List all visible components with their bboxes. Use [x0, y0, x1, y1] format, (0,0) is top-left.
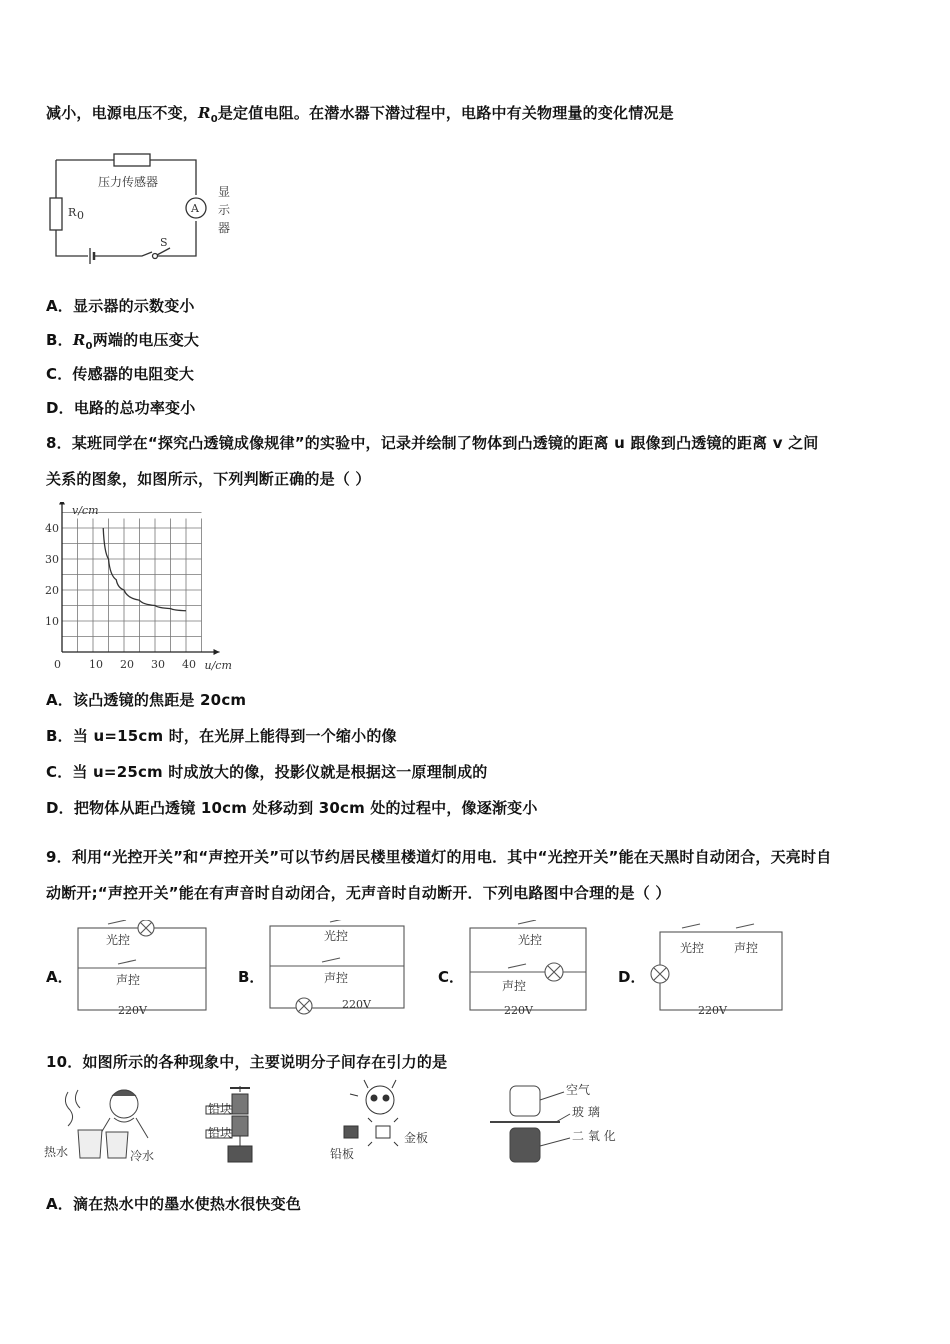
sensor-label: 压力传感器: [98, 175, 159, 189]
q9d-light-label: 光控: [680, 941, 705, 955]
chart-series-curve: [103, 528, 186, 611]
q9-circuit-b: [262, 920, 412, 1020]
q10-gold-plate-label: 金板: [404, 1131, 429, 1145]
x-tick-label: 10: [89, 658, 103, 671]
q10-option-a: A．滴在热水中的墨水使热水很快变色: [46, 1195, 302, 1213]
q8-option-a: A．该凸透镜的焦距是 20cm: [46, 691, 247, 709]
ammeter-label: A: [191, 202, 199, 215]
display-label-2: 示: [218, 203, 231, 217]
q8-stem-line1: 8．某班同学在“探究凸透镜成像规律”的实验中，记录并绘制了物体到凸透镜的距离 u 跟像到凸透镜的距离 v 之间: [46, 434, 819, 452]
x-tick-label: 40: [182, 658, 196, 671]
q10-figure-lead-blocks: [200, 1084, 280, 1168]
q9c-sound-label: 声控: [502, 979, 527, 993]
q9a-voltage-label: 220V: [118, 1004, 147, 1017]
q9b-sound-label: 声控: [324, 971, 349, 985]
q7-option-b: B．$R_0$两端的电压变大: [46, 331, 200, 352]
q10-figure-lead-gold: [328, 1078, 438, 1168]
q9c-voltage-label: 220V: [504, 1004, 533, 1017]
x-tick-label: 0: [54, 658, 61, 671]
q10-stem: 10．如图所示的各种现象中，主要说明分子间存在引力的是: [46, 1053, 448, 1071]
chart-x-axis-label: u/cm: [204, 659, 232, 672]
y-axis-arrow: [59, 502, 65, 505]
q8-option-d: D．把物体从距凸透镜 10cm 处移动到 30cm 处的过程中，像逐渐变小: [46, 799, 538, 817]
q8-lens-chart: [40, 502, 250, 674]
q10-glass-label: 玻 璃: [572, 1105, 600, 1119]
q9-option-a-letter: A．: [46, 968, 73, 986]
display-label-1: 显: [218, 185, 231, 199]
y-tick-label: 40: [45, 522, 59, 535]
chart-ticks: [45, 522, 196, 671]
q9-stem-line1: 9．利用“光控开关”和“声控开关”可以节约居民楼里楼道灯的用电．其中“光控开关”能在天黑时自动闭合，天亮时自: [46, 848, 832, 866]
r0-resistor-symbol: [50, 198, 62, 230]
q7-intro: 减小，电源电压不变，$R_0$是定值电阻。在潜水器下潜过程中，电路中有关物理量的变化情况是: [46, 104, 674, 125]
q9-circuit-a: [72, 920, 212, 1020]
r0-sub-label: 0: [77, 209, 84, 222]
q9-option-d-letter: D．: [618, 968, 646, 986]
switch-label: S: [160, 236, 168, 249]
q8-option-c: C．当 u=25cm 时成放大的像，投影仪就是根据这一原理制成的: [46, 763, 488, 781]
q9a-sound-label: 声控: [116, 973, 141, 987]
chart-y-axis-label: v/cm: [72, 504, 99, 517]
q9d-sound-label: 声控: [734, 941, 759, 955]
q9a-light-label: 光控: [106, 933, 131, 947]
q10-lead-top-label: 铅块: [208, 1102, 233, 1116]
x-tick-label: 30: [151, 658, 165, 671]
q10-figure-gas-diffusion: [490, 1080, 640, 1170]
q9-stem-line2: 动断开;“声控开关”能在有声音时自动闭合，无声音时自动断开．下列电路图中合理的是（ ）: [46, 884, 671, 902]
q7-option-d: D．电路的总功率变小: [46, 399, 196, 417]
q10-air-label: 空气: [566, 1083, 591, 1097]
q7-circuit-figure: [46, 148, 246, 270]
q9-circuit-c: [462, 920, 592, 1020]
q10-co2-label: 二 氧 化: [572, 1129, 616, 1143]
r0-label: R: [68, 206, 77, 219]
display-label-3: 器: [218, 221, 231, 235]
q9d-voltage-label: 220V: [698, 1004, 727, 1017]
pressure-sensor-symbol: [114, 154, 150, 166]
q9c-light-label: 光控: [518, 933, 543, 947]
q7-option-c: C．传感器的电阻变大: [46, 365, 195, 383]
chart-grid: [62, 513, 202, 653]
y-tick-label: 10: [45, 615, 59, 628]
x-tick-label: 20: [120, 658, 134, 671]
q10-hot-water-label: 热水: [44, 1145, 69, 1159]
q8-stem-line2: 关系的图象，如图所示，下列判断正确的是（ ）: [46, 470, 371, 488]
q10-figure-ink-diffusion: [44, 1082, 164, 1168]
y-tick-label: 20: [45, 584, 59, 597]
switch-blade: [157, 248, 170, 255]
switch-pivot: [153, 254, 158, 259]
x-axis-arrow: [214, 649, 220, 655]
q10-cold-water-label: 冷水: [130, 1149, 155, 1163]
q9b-light-label: 光控: [324, 929, 349, 943]
y-tick-label: 30: [45, 553, 59, 566]
q9-circuit-d: [644, 920, 790, 1020]
q10-lead-plate-label: 铅板: [330, 1147, 355, 1161]
q9b-voltage-label: 220V: [342, 998, 371, 1011]
q10-lead-bottom-label: 铅块: [208, 1126, 233, 1140]
q8-option-b: B．当 u=15cm 时，在光屏上能得到一个缩小的像: [46, 727, 397, 745]
q9-option-b-letter: B．: [238, 968, 265, 986]
q9-option-c-letter: C．: [438, 968, 465, 986]
q7-option-a: A．显示器的示数变小: [46, 297, 195, 315]
